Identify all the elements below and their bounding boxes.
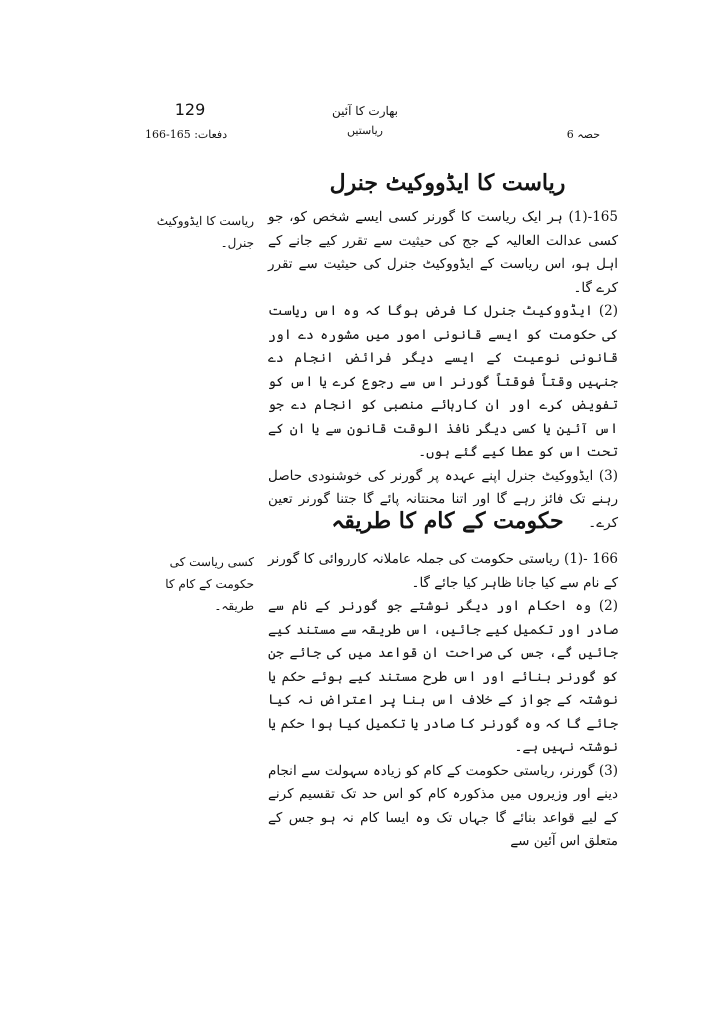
- part-label: حصہ 6: [566, 128, 600, 141]
- section-heading-conduct-of-business: حکومت کے کام کا طریقہ: [331, 508, 564, 534]
- paragraph: 166 -(1) ریاستی حکومت کی جملہ عاملانہ کارروائی کا گورنر کے نام سے کیا جانا ظاہر کیا جائے گا۔: [268, 551, 619, 591]
- paragraph: (3) گورنر، ریاستی حکومت کے کام کو زیادہ سہولت سے انجام دینے اور وزیروں میں مذکورہ کام کو اس حد تک تقسیم کرنے کے لیے قواعد بنائے گا جہاں تک وہ ایسا کام نہ ہو جس کے متعلق اس آئین سے: [268, 762, 618, 849]
- section-heading-advocate-general: ریاست کا ایڈووکیٹ جنرل: [329, 170, 566, 196]
- section-body-166: [268, 548, 619, 849]
- margin-note-advocate-general: ریاست کا ایڈووکیٹ جنرل۔: [156, 214, 254, 250]
- paragraph: 165-(1) ہر ایک ریاست کا گورنر کسی ایسے شخص کو، جو کسی عدالت العالیہ کے جج کی حیثیت سے تقرر کیے جانے کے اہل ہو، اس ریاست کے ایڈووکیٹ جنرل کی حیثیت سے تقرر کرے گا۔: [268, 209, 618, 296]
- chapter-subtitle: ریاستیں: [347, 124, 383, 137]
- paragraph: (3) ایڈووکیٹ جنرل اپنے عہدہ پر گورنر کی خوشنودی حاصل رہنے تک فائز رہے گا اور اتنا محنتانہ پائے گا جتنا گورنر تعین کرے۔: [268, 467, 618, 531]
- book-title: بھارت کا آئین: [331, 104, 399, 118]
- page-number: 129: [174, 100, 206, 119]
- paragraph: (2) ایڈووکیٹ جنرل کا فرض ہوگا کہ وہ اس ریاست کی حکومت کو ایسے قانونی امور میں مشورہ دے اور قانونی نوعیت کے ایسے دیگر فرائض انجام دے جنہیں وقتاً فوقتاً گورنر اس سے رجوع کرے یا اس کو تفویض کرے اور ان کارہائے منصبی کو انجام دے جو اس آئین یا کسی دیگر نافذ الوقت قانون سے یا ان کے تحت اس کو عطا کیے گئے ہوں۔: [268, 303, 618, 460]
- section-range: دفعات: 165-166: [145, 128, 228, 141]
- paragraph: (2) وہ احکام اور دیگر نوشتے جو گورنر کے نام سے صادر اور تکمیل کیے جائیں، اس طریقہ سے مستند کیے جائیں گے، جس کی صراحت ان قواعد میں کی جائے جن کو گورنر بنائے اور اس طرح مستند کیے ہوئے حکم یا نوشتہ کے جواز کے خلاف اس بنا پر اعتراض نہ کیا جائے گا کہ وہ گورنر کا صادر یا تکمیل کیا ہوا حکم یا نوشتہ نہیں ہے۔: [268, 598, 618, 755]
- margin-note-conduct-of-business: کسی ریاست کی حکومت کے کام کا طریقہ۔: [165, 555, 254, 613]
